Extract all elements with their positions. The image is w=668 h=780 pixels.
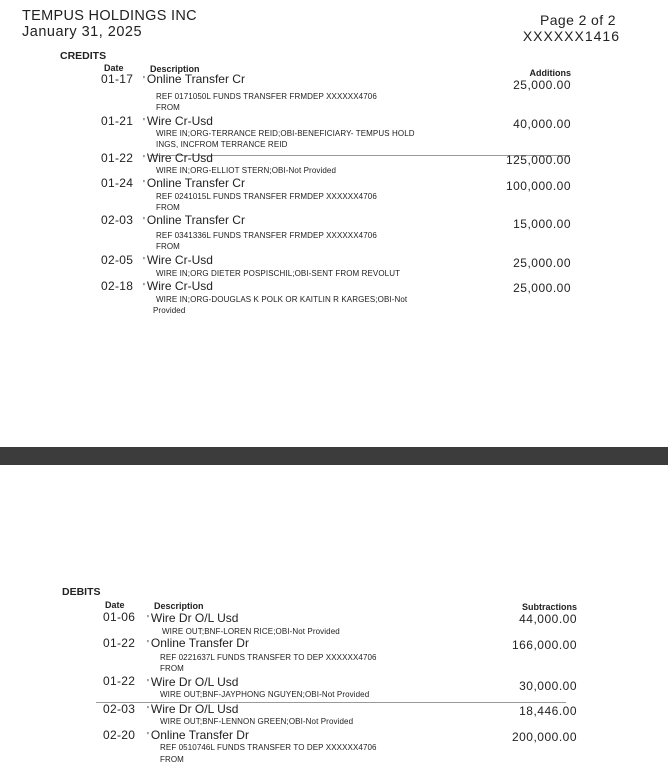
- credit-detail-line: WIRE IN;ORG DIETER POSPISCHIL;OBI-SENT FROM REVOLUT: [156, 269, 401, 278]
- debit-detail-line: WIRE OUT;BNF-JAYPHONG NGUYEN;OBI-Not Provided: [160, 690, 370, 699]
- credits-col-description: Description: [150, 64, 200, 74]
- debit-amount: 30,000.00: [519, 679, 577, 693]
- credit-description: ' Online Transfer Cr: [143, 213, 245, 227]
- credit-description: ' Online Transfer Cr: [143, 176, 245, 190]
- credit-detail-line: FROM: [156, 242, 180, 251]
- debit-detail-line: FROM: [160, 755, 184, 764]
- debits-col-date: Date: [105, 600, 125, 610]
- credit-date: 01-21: [101, 114, 134, 128]
- account-number: XXXXXX1416: [522, 28, 620, 44]
- credit-amount: 25,000.00: [513, 256, 571, 270]
- debit-description: ' Wire Dr O/L Usd: [147, 675, 239, 689]
- credit-description: ' Wire Cr-Usd: [143, 279, 213, 293]
- credit-detail-line: REF 0341336L FUNDS TRANSFER FRMDEP XXXXXX4706: [156, 231, 377, 240]
- credit-detail-line: WIRE IN;ORG-DOUGLAS K POLK OR KAITLIN R KARGES;OBI-Not: [156, 295, 408, 304]
- credit-date: 01-17: [101, 72, 134, 86]
- credit-date: 02-18: [101, 279, 134, 293]
- credit-description: ' Wire Cr-Usd: [143, 114, 213, 128]
- credit-detail-line: Provided: [153, 306, 186, 315]
- credit-detail-line: INGS, INCFROM TERRANCE REID: [156, 140, 288, 149]
- credits-label: CREDITS: [60, 50, 107, 62]
- credit-date: 01-22: [101, 151, 134, 165]
- debit-detail-line: WIRE OUT;BNF-LOREN RICE;OBI-Not Provided: [162, 627, 340, 636]
- debit-amount: 166,000.00: [511, 638, 577, 652]
- credit-date: 02-05: [101, 253, 134, 267]
- debits-col-description: Description: [154, 601, 204, 611]
- debit-date: 01-06: [103, 610, 136, 624]
- debit-amount: 44,000.00: [519, 612, 577, 626]
- credit-description: ' Online Transfer Cr: [143, 72, 245, 86]
- debit-detail-line: REF 0221637L FUNDS TRANSFER TO DEP XXXXXX4706: [160, 653, 377, 662]
- debit-description: ' Online Transfer Dr: [147, 636, 249, 650]
- debit-detail-line: REF 0510746L FUNDS TRANSFER TO DEP XXXXXX4706: [160, 743, 377, 752]
- debit-date: 01-22: [103, 674, 136, 688]
- credit-description: ' Wire Cr-Usd: [143, 253, 213, 267]
- debit-date: 02-20: [103, 728, 136, 742]
- credit-detail-line: WIRE IN;ORG-ELLIOT STERN;OBI-Not Provided: [156, 166, 336, 175]
- debit-amount: 200,000.00: [511, 730, 577, 744]
- debit-description: ' Wire Dr O/L Usd: [147, 702, 239, 716]
- company-name: TEMPUS HOLDINGS INC: [22, 8, 197, 24]
- credit-detail-line: FROM: [156, 203, 180, 212]
- debit-description: ' Wire Dr O/L Usd: [147, 611, 239, 625]
- credit-detail-line: FROM: [156, 103, 180, 112]
- debit-amount: 18,446.00: [519, 704, 577, 718]
- credit-amount: 25,000.00: [513, 281, 571, 295]
- debits-label: DEBITS: [62, 586, 101, 598]
- credit-amount: 40,000.00: [513, 117, 571, 131]
- debit-detail-line: WIRE OUT;BNF-LENNON GREEN;OBI-Not Provided: [160, 717, 354, 726]
- credit-amount: 25,000.00: [513, 78, 571, 92]
- credit-date: 01-24: [101, 176, 134, 190]
- debit-description: ' Online Transfer Dr: [147, 728, 249, 742]
- debits-col-subtractions: Subtractions: [521, 602, 577, 612]
- credits-col-date: Date: [104, 63, 124, 73]
- credit-amount: 100,000.00: [505, 179, 571, 193]
- credit-date: 02-03: [101, 213, 134, 227]
- debit-date: 02-03: [103, 702, 136, 716]
- credits-col-additions: Additions: [529, 68, 571, 78]
- credit-amount: 125,000.00: [505, 153, 571, 167]
- credit-detail-line: REF 0171050L FUNDS TRANSFER FRMDEP XXXXXX4706: [156, 92, 377, 101]
- debit-detail-line: FROM: [160, 664, 184, 673]
- statement-date: January 31, 2025: [22, 24, 143, 40]
- page-number: Page 2 of 2: [539, 12, 616, 28]
- page-separator: [0, 447, 668, 465]
- credit-description: ' Wire Cr-Usd: [143, 151, 213, 165]
- debit-date: 01-22: [103, 636, 136, 650]
- credit-detail-line: WIRE IN;ORG-TERRANCE REID;OBI-BENEFICIARY- TEMPUS HOLD: [156, 129, 415, 138]
- credit-detail-line: REF 0241015L FUNDS TRANSFER FRMDEP XXXXXX4706: [156, 192, 377, 201]
- credit-amount: 15,000.00: [513, 217, 571, 231]
